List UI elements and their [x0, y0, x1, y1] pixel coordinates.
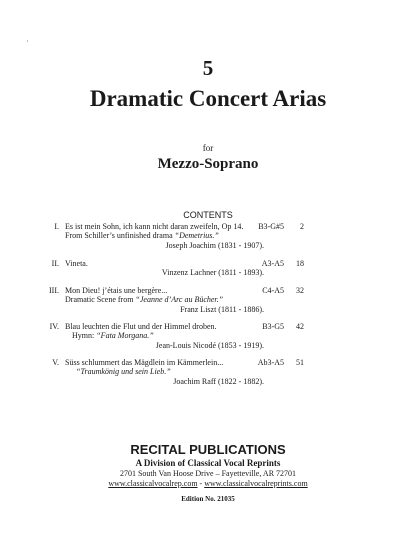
publisher-division: A Division of Classical Vocal Reprints [135, 458, 281, 468]
page-title: Dramatic Concert Arias [89, 86, 327, 111]
entry-page: 51 [296, 358, 304, 367]
publisher-address: 2701 South Van Hoose Drive – Fayetteville, AR 72701 [119, 469, 297, 478]
entry-composer: Vinzenz Lachner (1811 - 1893). [161, 268, 264, 277]
entry-subtitle-italic: “Jeanne d’Arc au Bücher.” [135, 295, 224, 304]
entry-subtitle-text: Dramatic Scene from [65, 295, 136, 304]
entry-number: V. [52, 358, 59, 367]
entry-title: Es ist mein Sohn, ich kann nicht daran zweifeln, Op 14. [65, 222, 244, 231]
entry-composer: Franz Liszt (1811 - 1886). [180, 305, 264, 314]
entry-number: III. [49, 286, 59, 295]
entry-subtitle-italic: “Fata Morgana.” [96, 331, 154, 340]
entry-subtitle-italic: “Traumkönig und sein Lieb.” [76, 367, 171, 376]
entry-range: A3-A5 [261, 259, 284, 268]
entry-subtitle-text: Hymn: [72, 331, 97, 340]
entry-page: 42 [296, 322, 304, 331]
entry-composer: Joachim Raff (1822 - 1882). [173, 377, 264, 386]
entry-subtitle-text: From Schiller’s unfinished drama [65, 231, 175, 240]
entry-range: B3-G#5 [258, 222, 284, 231]
entry-title: Süss schlummert das Mägdlein im Kämmerlein... [65, 358, 224, 367]
entry-range: B3-G5 [262, 322, 284, 331]
entry-composer: Jean-Louis Nicodé (1853 - 1919). [155, 341, 264, 350]
entry-subtitle [65, 231, 219, 241]
for-label: for [202, 143, 214, 153]
entry-subtitle [76, 367, 171, 377]
aria-count: 5 [202, 56, 214, 80]
entry-subtitle [65, 295, 223, 305]
website-link-1[interactable]: www.classicalvocalrep.com [108, 479, 198, 488]
entry-number: II. [51, 259, 59, 268]
entry-number: I. [54, 222, 59, 231]
entry-composer: Joseph Joachim (1831 - 1907). [165, 241, 264, 250]
entry-page: 32 [296, 286, 304, 295]
publisher-links [0, 479, 416, 489]
entry-subtitle [72, 331, 154, 341]
entry-range: Ab3-A5 [257, 358, 284, 367]
voice-type: Mezzo-Soprano [157, 156, 259, 172]
publisher-name: RECITAL PUBLICATIONS [130, 442, 286, 457]
scan-speck [27, 40, 28, 42]
entry-title: Blau leuchten die Flut und der Himmel droben. [65, 322, 217, 331]
edition-number: Edition No. 21035 [181, 495, 235, 503]
entry-page: 18 [296, 259, 304, 268]
entry-page: 2 [300, 222, 304, 231]
entry-subtitle-italic: “Demetrius.” [174, 231, 219, 240]
website-link-2[interactable]: www.classicalvocalreprints.com [204, 479, 308, 488]
entry-range: C4-A5 [262, 286, 284, 295]
contents-heading: CONTENTS [183, 210, 233, 220]
entry-title: Vineta. [65, 259, 88, 268]
entry-number: IV. [49, 322, 59, 331]
entry-title: Mon Dieu! j’étais une bergère... [65, 286, 168, 295]
link-separator: - [197, 479, 205, 488]
